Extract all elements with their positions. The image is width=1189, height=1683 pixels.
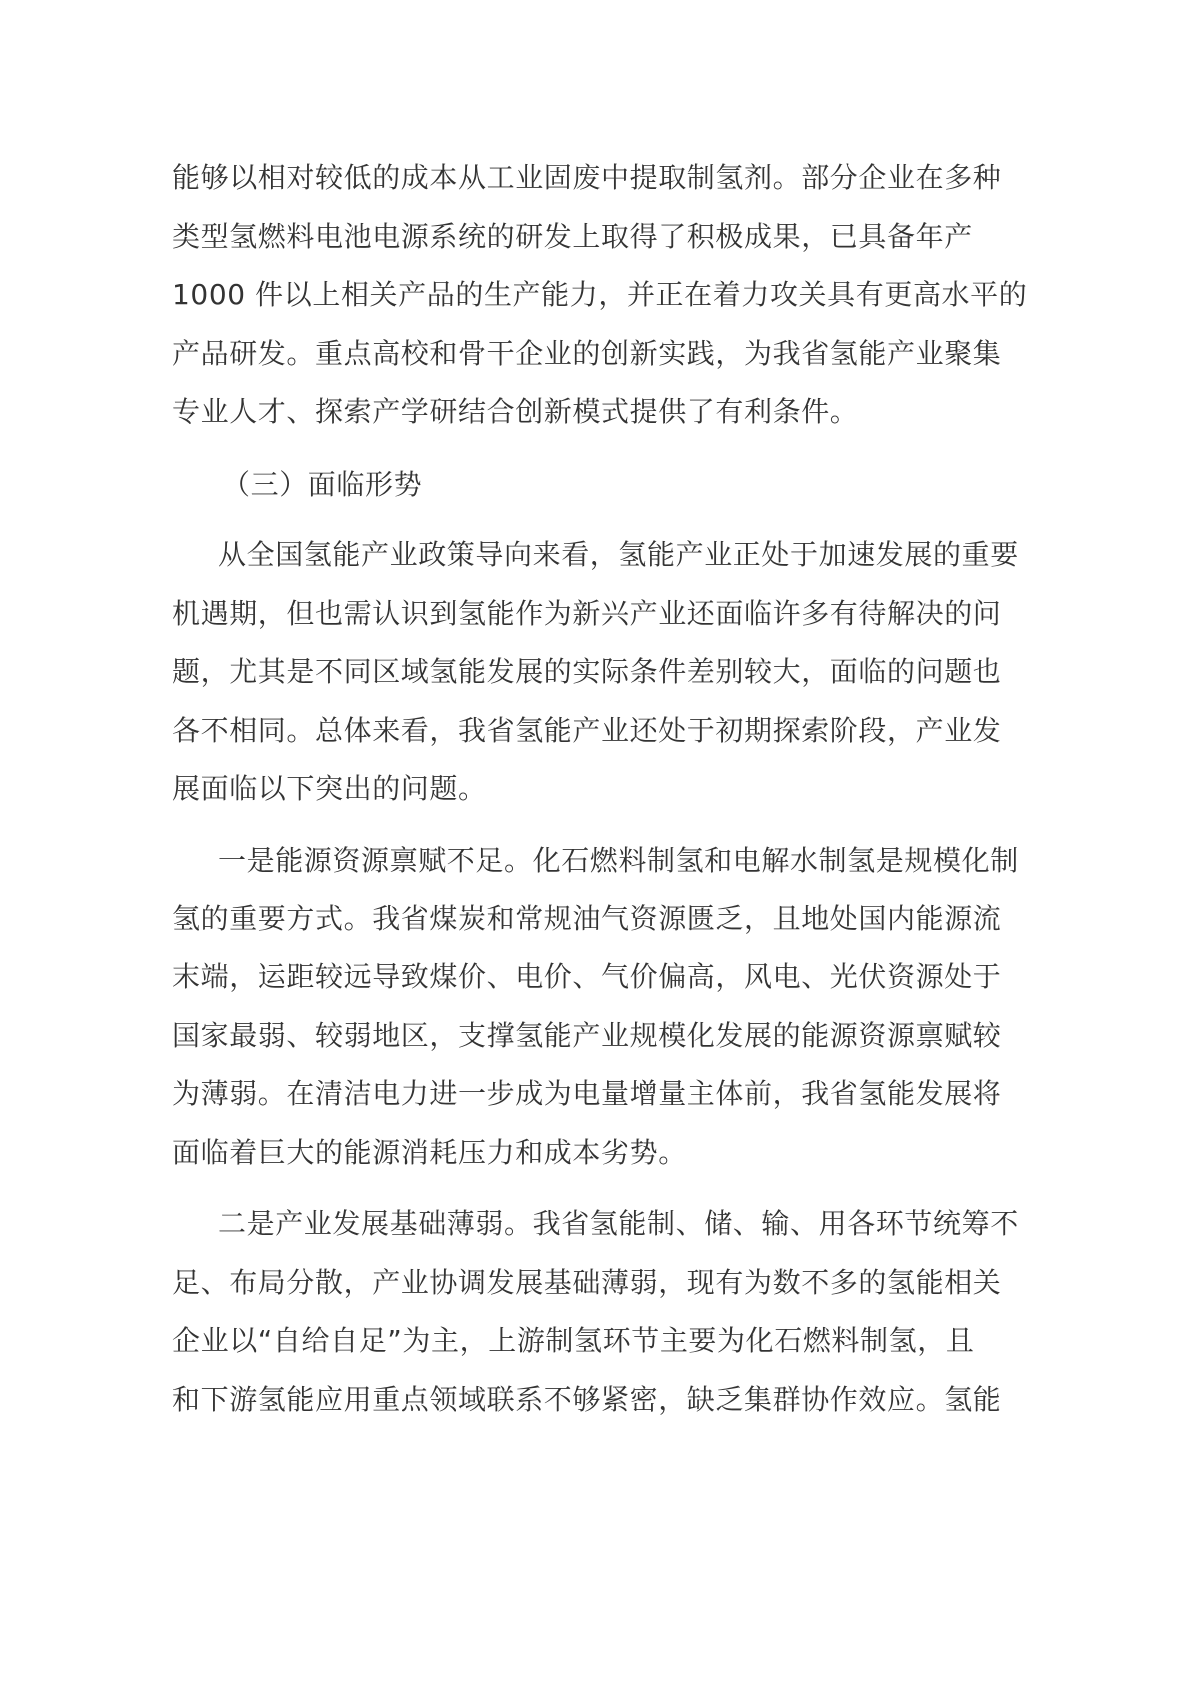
paragraph-1-line-3: 1000 件以上相关产品的生产能力，并正在着力攻关具有更高水平的 (172, 278, 1028, 311)
paragraph-4-line-3: 企业以“自给自足”为主，上游制氢环节主要为化石燃料制氢，且 (172, 1324, 975, 1357)
paragraph-1-line-1: 能够以相对较低的成本从工业固废中提取制氢剂。部分企业在多种 (172, 161, 1002, 194)
paragraph-2-line-2: 机遇期，但也需认识到氢能作为新兴产业还面临许多有待解决的问 (172, 597, 1002, 630)
paragraph-4-line-4: 和下游氢能应用重点领域联系不够紧密，缺乏集群协作效应。氢能 (172, 1383, 1002, 1416)
paragraph-4-line-2: 足、布局分散，产业协调发展基础薄弱，现有为数不多的氢能相关 (172, 1266, 1002, 1299)
paragraph-3-line-1: 一是能源资源禀赋不足。化石燃料制氢和电解水制氢是规模化制 (218, 844, 1019, 877)
paragraph-3-line-5: 为薄弱。在清洁电力进一步成为电量增量主体前，我省氢能发展将 (172, 1077, 1002, 1110)
section-heading: （三）面临形势 (222, 468, 423, 501)
paragraph-2-line-4: 各不相同。总体来看，我省氢能产业还处于初期探索阶段，产业发 (172, 714, 1002, 747)
paragraph-2-line-1: 从全国氢能产业政策导向来看，氢能产业正处于加速发展的重要 (218, 538, 1019, 571)
paragraph-1-line-2: 类型氢燃料电池电源系统的研发上取得了积极成果，已具备年产 (172, 220, 973, 253)
paragraph-3-line-3: 末端，运距较远导致煤价、电价、气价偏高，风电、光伏资源处于 (172, 960, 1002, 993)
paragraph-1-line-4: 产品研发。重点高校和骨干企业的创新实践，为我省氢能产业聚集 (172, 337, 1002, 370)
paragraph-2-line-3: 题，尤其是不同区域氢能发展的实际条件差别较大，面临的问题也 (172, 655, 1002, 688)
paragraph-3-line-6: 面临着巨大的能源消耗压力和成本劣势。 (172, 1136, 687, 1169)
paragraph-3-line-2: 氢的重要方式。我省煤炭和常规油气资源匮乏，且地处国内能源流 (172, 902, 1002, 935)
paragraph-1-line-5: 专业人才、探索产学研结合创新模式提供了有利条件。 (172, 395, 859, 428)
paragraph-3-line-4: 国家最弱、较弱地区，支撑氢能产业规模化发展的能源资源禀赋较 (172, 1019, 1002, 1052)
paragraph-4-line-1: 二是产业发展基础薄弱。我省氢能制、储、输、用各环节统筹不 (218, 1207, 1019, 1240)
paragraph-2-line-5: 展面临以下突出的问题。 (172, 772, 487, 805)
